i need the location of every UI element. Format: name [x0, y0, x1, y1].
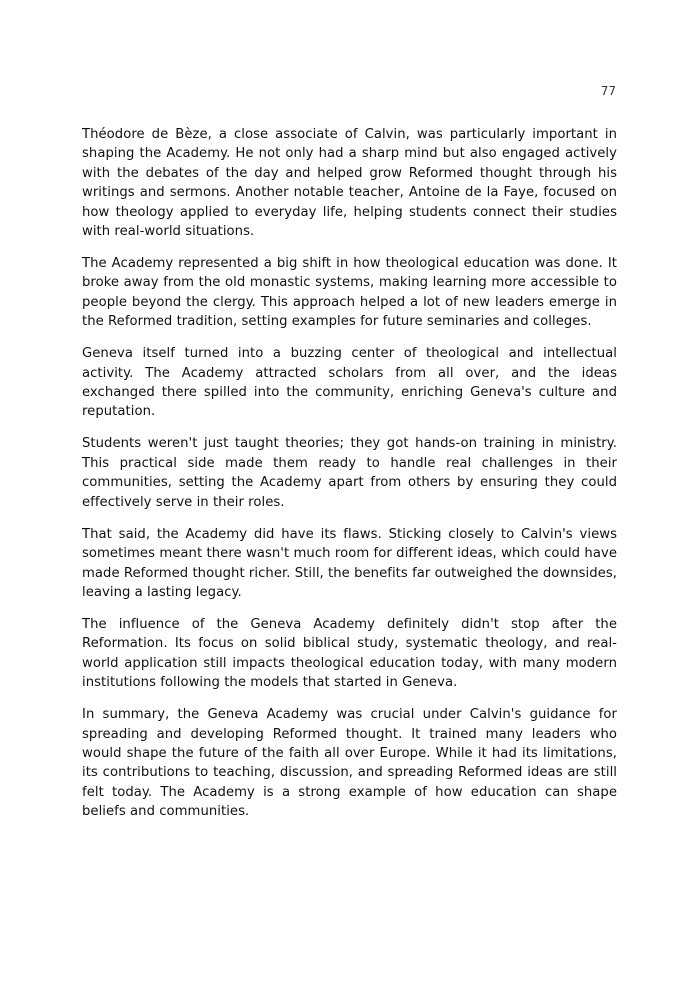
paragraph-flaws: That said, the Academy did have its flaws. Sticking closely to Calvin's views sometimes meant there wasn't much room for different ideas, which could have made Reformed thought richer. Still, the benefits far outweighed the downsides, leaving a lasting legacy. — [82, 526, 617, 600]
paragraph-educational-shift: The Academy represented a big shift in how theological education was done. It broke away from the old monastic systems, making learning more accessible to people beyond the clergy. This approach helped a lot of new leaders emerge in the Reformed tradition, setting examples for future seminaries and colleges. — [82, 256, 617, 330]
paragraph-geneva-center: Geneva itself turned into a buzzing center of theological and intellectual activity. The Academy attracted scholars from all over, and the ideas exchanged there spilled into the community, enriching Geneva's culture and reputation. — [82, 346, 617, 420]
document-body — [82, 125, 617, 834]
paragraph-practical-training: Students weren't just taught theories; they got hands-on training in ministry. This practical side made them ready to handle real challenges in their communities, setting the Academy apart from others by ensuring they could effectively serve in their roles. — [82, 436, 617, 510]
paragraph-summary: In summary, the Geneva Academy was crucial under Calvin's guidance for spreading and developing Reformed thought. It trained many leaders who would shape the future of the faith all over Europe. While it had its limitations, its contributions to teaching, discussion, and spreading Reformed ideas are still felt today. The Academy is a strong example of how education can shape beliefs and communities. — [82, 707, 617, 820]
page-number: 77 — [600, 84, 616, 98]
paragraph-lasting-influence: The influence of the Geneva Academy definitely didn't stop after the Reformation. Its focus on solid biblical study, systematic theology, and real-world application still impacts theological education today, with many modern institutions following the models that started in Geneva. — [82, 616, 617, 691]
paragraph-bezes-role: Théodore de Bèze, a close associate of Calvin, was particularly important in shaping the Academy. He not only had a sharp mind but also engaged actively with the debates of the day and helped grow Reformed thought through his writings and sermons. Another notable teacher, Antoine de la Faye, focused on how theology applied to everyday life, helping students connect their studies with real-world situations. — [82, 127, 617, 240]
